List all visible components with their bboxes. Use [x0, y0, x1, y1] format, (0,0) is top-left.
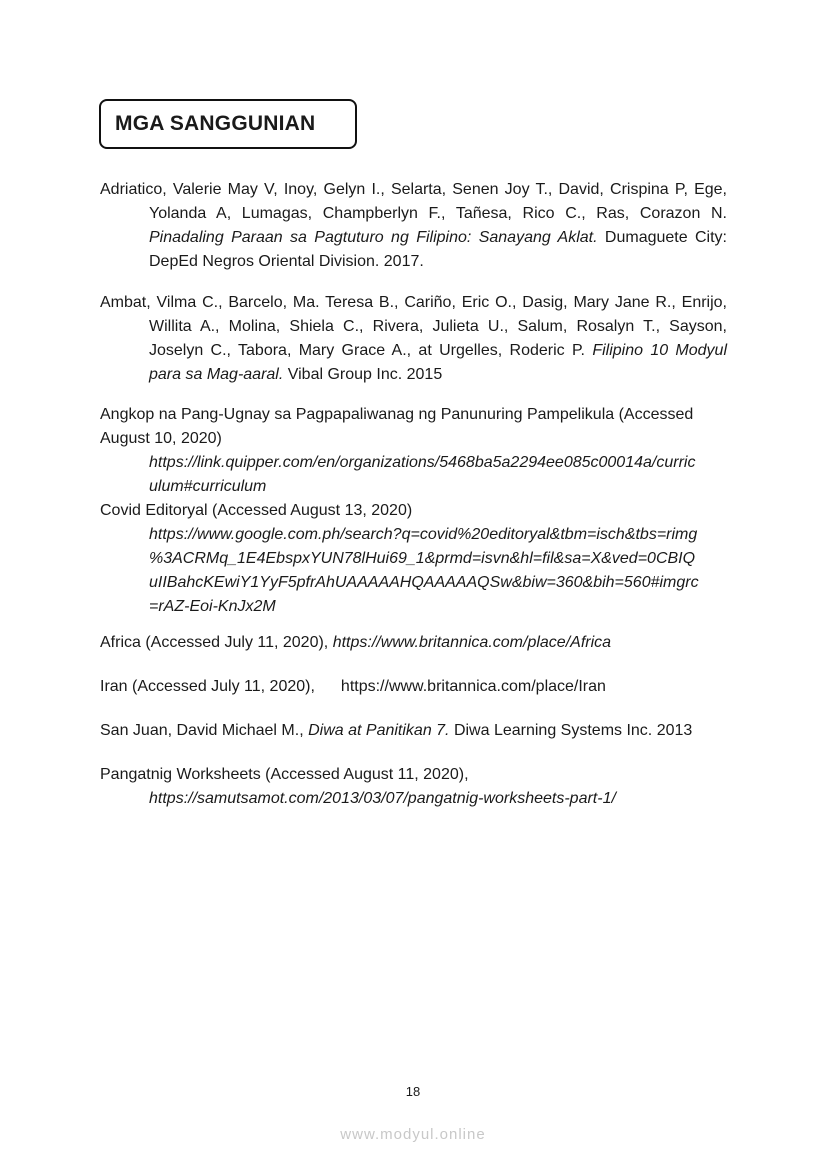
reference-line — [100, 475, 727, 499]
reference-text: Yolanda A, Lumagas, Champberlyn F., Tañesa, Rico C., Ras, Corazon N. — [149, 205, 727, 222]
reference-text: Angkop na Pang-Ugnay sa Pagpapaliwanag ng Panunuring Pampelikula (Accessed — [100, 406, 694, 423]
reference-entry — [100, 403, 727, 499]
reference-text: Joselyn C., Tabora, Mary Grace A., at Urgelles, Roderic P. — [149, 342, 593, 359]
reference-url[interactable]: https://www.google.com.ph/search?q=covid%20editoryal&tbm=isch&tbs=rimg — [149, 526, 698, 543]
reference-line — [100, 363, 727, 387]
reference-text: Dumaguete City: — [597, 229, 728, 246]
reference-text: San Juan, David Michael M., — [100, 722, 309, 739]
reference-line — [100, 719, 727, 743]
reference-entry — [100, 675, 727, 699]
reference-entry — [100, 291, 727, 387]
reference-entry — [100, 763, 727, 811]
reference-title: para sa Mag-aaral. — [149, 366, 284, 383]
reference-line — [100, 202, 727, 226]
reference-url[interactable]: https://samutsamot.com/2013/03/07/pangatnig-worksheets-part-1/ — [149, 790, 616, 807]
reference-entry — [100, 631, 727, 655]
reference-line — [100, 595, 727, 619]
reference-line — [100, 427, 727, 451]
reference-line — [100, 499, 727, 523]
reference-url[interactable]: https://link.quipper.com/en/organizations/5468ba5a2294ee085c00014a/curric — [149, 454, 696, 471]
reference-url[interactable]: =rAZ-Eoi-KnJx2M — [149, 598, 276, 615]
reference-line — [100, 631, 727, 655]
reference-line — [100, 250, 727, 274]
reference-entry — [100, 178, 727, 274]
reference-line — [100, 226, 727, 250]
reference-text: Africa (Accessed July 11, 2020), — [100, 634, 333, 651]
reference-line — [100, 339, 727, 363]
reference-url[interactable]: uIIBahcKEwiY1YyF5pfrAhUAAAAAHQAAAAAQSw&biw=360&bih=560#imgrc — [149, 574, 699, 591]
section-heading: MGA SANGGUNIAN — [115, 112, 316, 135]
reference-entry — [100, 499, 727, 619]
reference-line — [100, 523, 727, 547]
watermark: www.modyul.online — [340, 1126, 486, 1143]
reference-line — [100, 315, 727, 339]
reference-url[interactable]: %3ACRMq_1E4EbspxYUN78lHui69_1&prmd=isvn&hl=fil&sa=X&ved=0CBIQ — [149, 550, 696, 567]
reference-text: Adriatico, Valerie May V, Inoy, Gelyn I., Selarta, Senen Joy T., David, Crispina P, Ege, — [100, 181, 727, 198]
reference-line — [100, 675, 727, 699]
reference-text: Diwa Learning Systems Inc. 2013 — [449, 722, 693, 739]
section-heading-box — [99, 99, 357, 149]
reference-text: Vibal Group Inc. 2015 — [283, 366, 443, 383]
reference-entry — [100, 719, 727, 743]
reference-text: Ambat, Vilma C., Barcelo, Ma. Teresa B., Cariño, Eric O., Dasig, Mary Jane R., Enrijo, — [100, 294, 727, 311]
reference-list — [100, 178, 727, 811]
reference-line — [100, 403, 727, 427]
reference-text: DepEd Negros Oriental Division. 2017. — [149, 253, 424, 270]
reference-url[interactable]: ulum#curriculum — [149, 478, 267, 495]
reference-title: Pinadaling Paraan sa Pagtuturo ng Filipino: Sanayang Aklat. — [149, 229, 598, 246]
reference-url[interactable]: https://www.britannica.com/place/Africa — [332, 634, 612, 651]
reference-line — [100, 547, 727, 571]
reference-text: August 10, 2020) — [100, 430, 222, 447]
reference-line — [100, 291, 727, 315]
reference-line — [100, 763, 727, 787]
reference-line — [100, 451, 727, 475]
reference-url[interactable]: https://www.britannica.com/place/Iran — [340, 678, 606, 695]
reference-title: Diwa at Panitikan 7. — [308, 722, 450, 739]
reference-title: Filipino 10 Modyul — [592, 342, 728, 359]
reference-line — [100, 178, 727, 202]
reference-text: Iran (Accessed July 11, 2020), — [100, 678, 315, 695]
reference-text: Covid Editoryal (Accessed August 13, 2020) — [100, 502, 413, 519]
reference-line — [100, 571, 727, 595]
reference-text: Willita A., Molina, Shiela C., Rivera, Julieta U., Salum, Rosalyn T., Sayson, — [149, 318, 727, 335]
page-number: 18 — [405, 1084, 421, 1099]
reference-line — [100, 787, 727, 811]
reference-text: Pangatnig Worksheets (Accessed August 11, 2020), — [100, 766, 469, 783]
